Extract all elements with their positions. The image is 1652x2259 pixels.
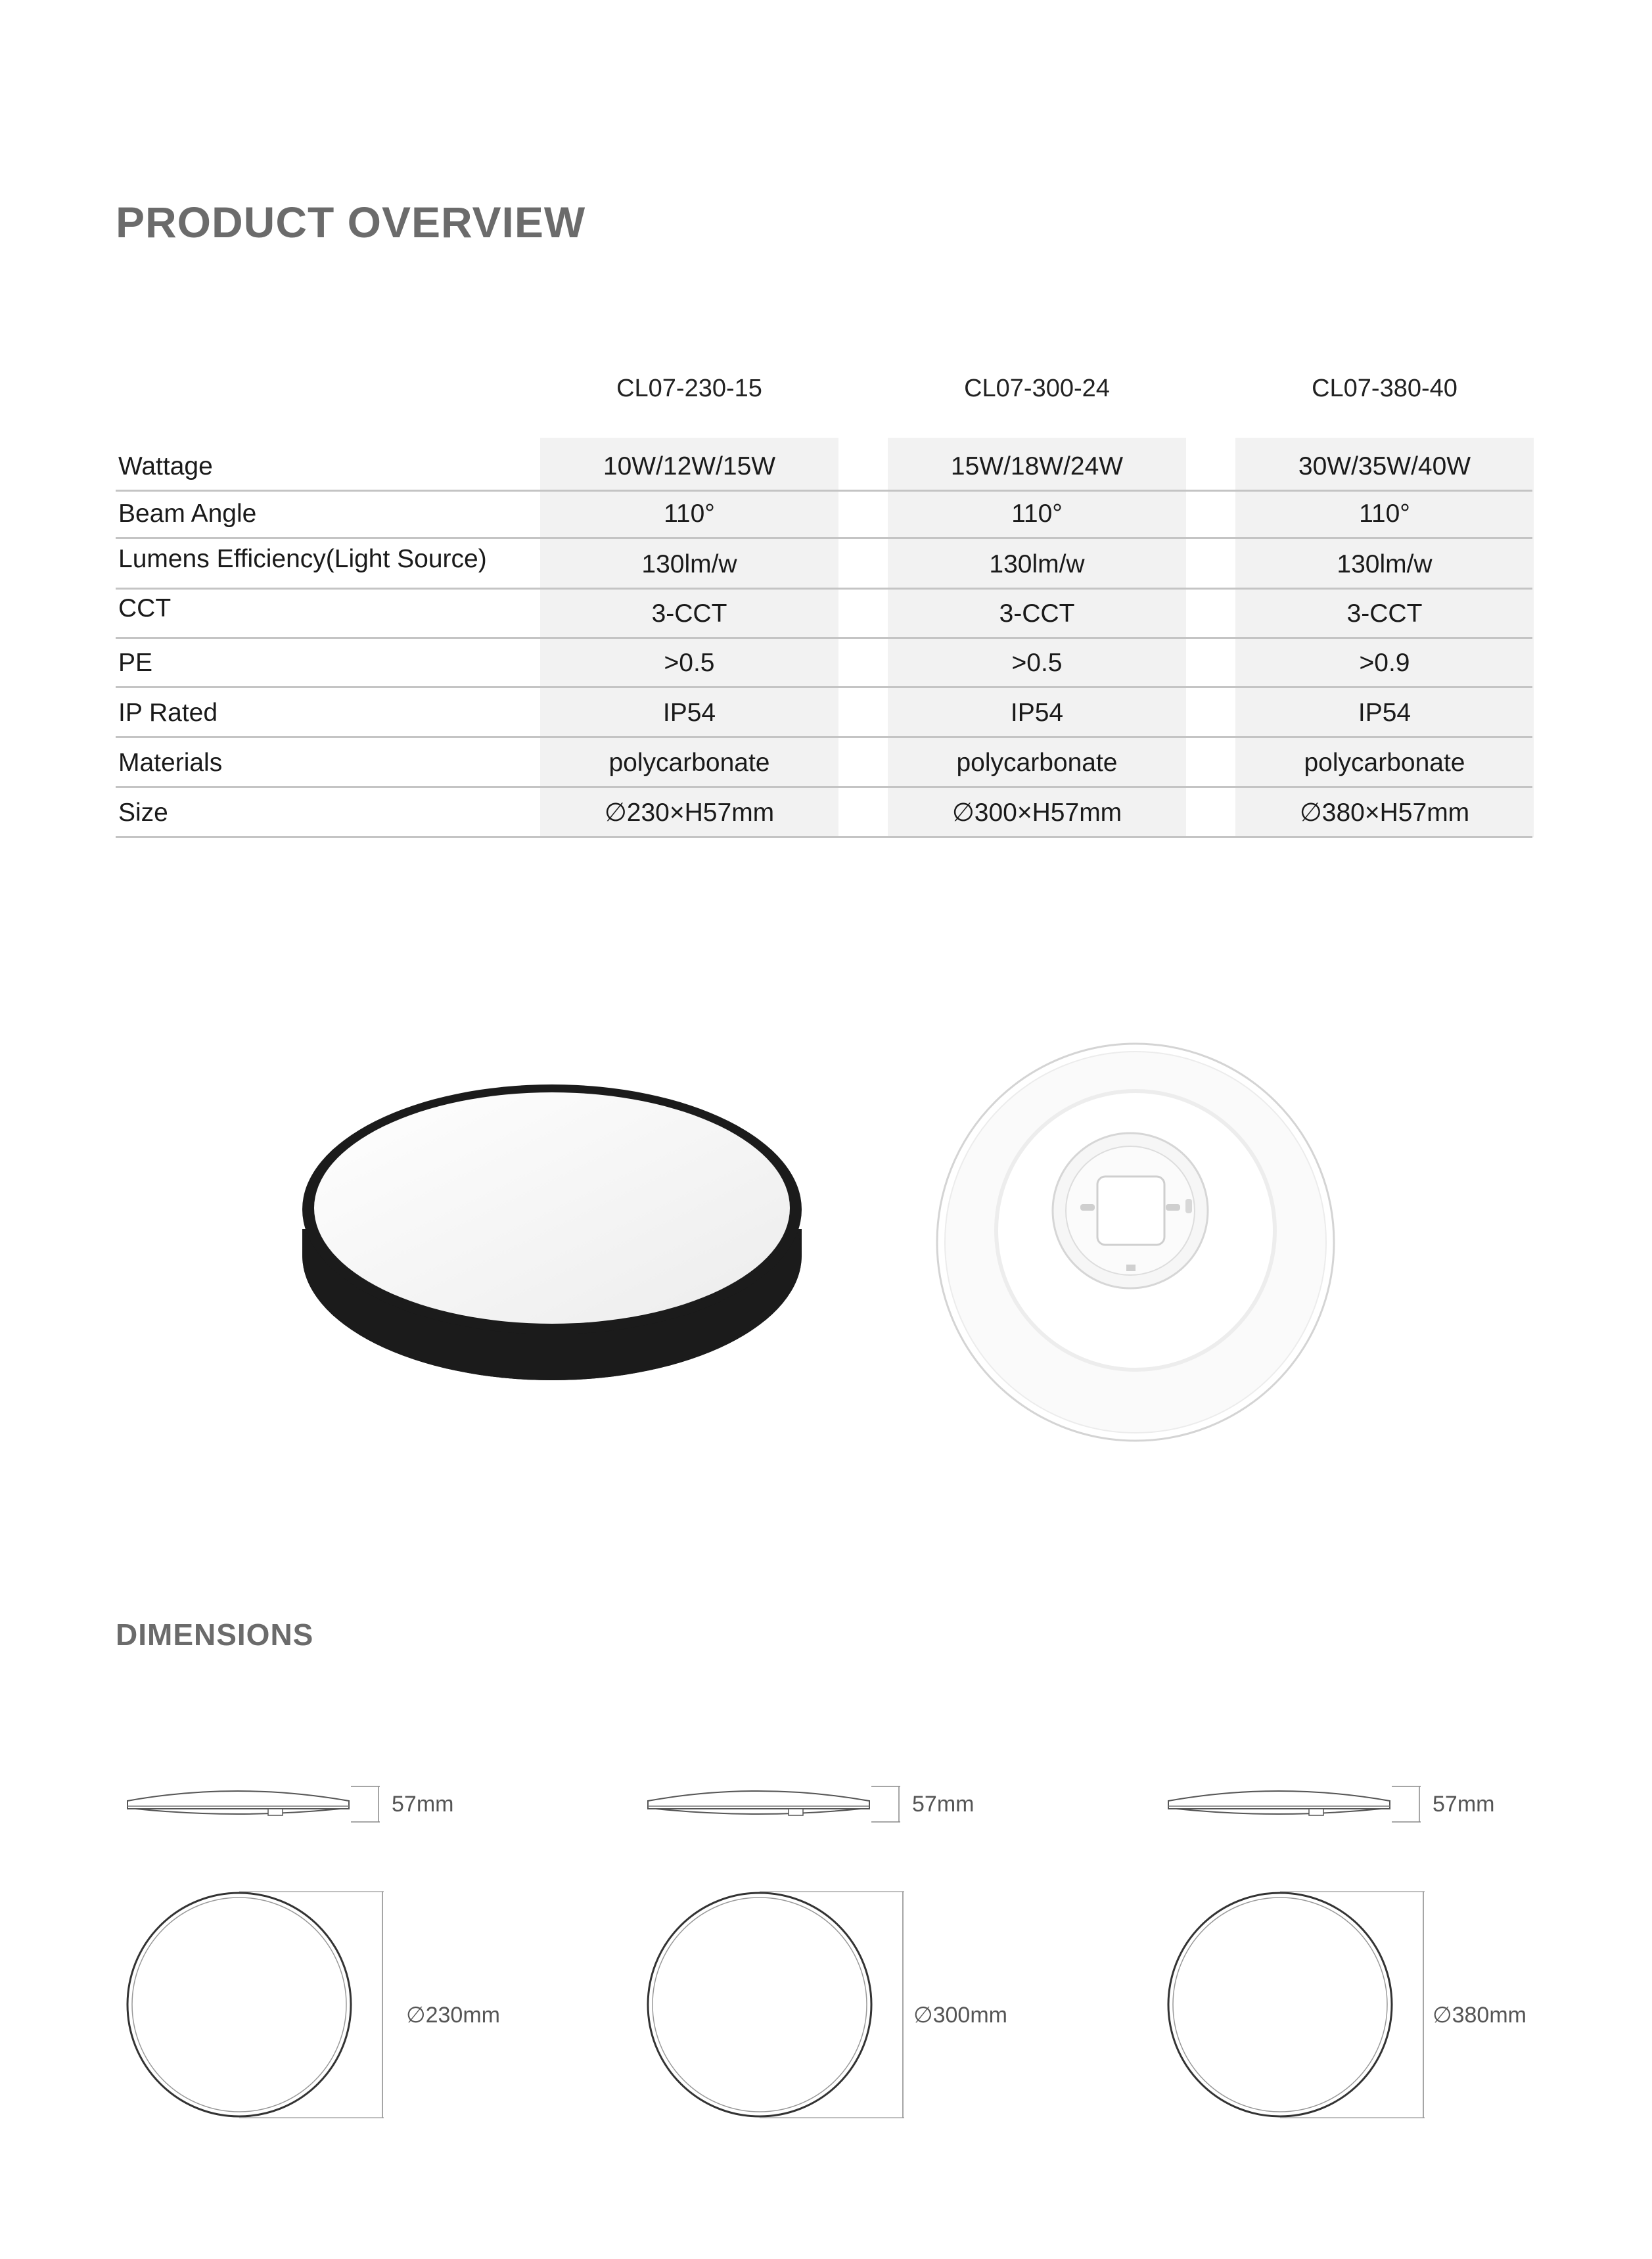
row-label: PE xyxy=(118,649,153,677)
cell: 130lm/w xyxy=(1337,550,1433,578)
row-label: Beam Angle xyxy=(118,500,257,528)
dimensions-heading: DIMENSIONS xyxy=(116,1618,314,1652)
row-label: Materials xyxy=(118,749,223,777)
fixture-diffuser xyxy=(314,1092,790,1324)
cell: >0.5 xyxy=(1011,649,1063,677)
cell: >0.5 xyxy=(664,649,715,677)
table-row-wattage xyxy=(116,444,1532,492)
column-header-cl07-300-24: CL07-300-24 xyxy=(964,375,1110,402)
cell: 130lm/w xyxy=(989,550,1085,578)
page-title: PRODUCT OVERVIEW xyxy=(116,198,586,246)
terminal-block xyxy=(1097,1176,1164,1245)
side-profile-380 xyxy=(1163,1775,1433,1827)
cell: polycarbonate xyxy=(956,749,1118,777)
cell: 130lm/w xyxy=(641,550,737,578)
table-row-ip-rated xyxy=(116,688,1532,738)
row-label: Lumens Efficiency(Light Source) xyxy=(118,545,487,573)
table-row-cct xyxy=(116,590,1532,639)
cell: 30W/35W/40W xyxy=(1298,452,1471,480)
row-label: Size xyxy=(118,799,168,827)
cell: 110° xyxy=(1011,500,1063,528)
diameter-label-300: ∅300mm xyxy=(913,2003,1007,2028)
cell: 3-CCT xyxy=(651,599,727,628)
cell: ∅300×H57mm xyxy=(952,799,1122,827)
table-row-lumens-efficiency xyxy=(116,539,1532,590)
table-row-size xyxy=(116,788,1532,838)
side-profile-230 xyxy=(122,1775,392,1827)
row-label: IP Rated xyxy=(118,699,218,727)
diameter-label-230: ∅230mm xyxy=(406,2003,500,2028)
mount-clip-left xyxy=(1080,1204,1095,1211)
cell: 110° xyxy=(1359,500,1410,528)
row-divider xyxy=(116,836,1532,838)
top-view-380 xyxy=(1163,1886,1433,2123)
cell: IP54 xyxy=(662,699,716,727)
row-label: CCT xyxy=(118,594,172,622)
table-row-materials xyxy=(116,738,1532,788)
cell: ∅380×H57mm xyxy=(1299,799,1470,827)
side-profile-300 xyxy=(643,1775,912,1827)
height-label-380: 57mm xyxy=(1433,1792,1495,1817)
mount-slot xyxy=(1185,1199,1192,1213)
cell: 15W/18W/24W xyxy=(950,452,1124,480)
row-label: Wattage xyxy=(118,452,213,480)
cell: 3-CCT xyxy=(999,599,1075,628)
cell: IP54 xyxy=(1358,699,1411,727)
column-header-cl07-380-40: CL07-380-40 xyxy=(1312,375,1457,402)
cell: 10W/12W/15W xyxy=(603,452,776,480)
cell: IP54 xyxy=(1010,699,1064,727)
column-header-cl07-230-15: CL07-230-15 xyxy=(616,375,762,402)
top-view-230 xyxy=(122,1886,392,2123)
cell: >0.9 xyxy=(1359,649,1410,677)
fixture-front-image xyxy=(289,1038,815,1380)
cell: polycarbonate xyxy=(608,749,770,777)
cell: ∅230×H57mm xyxy=(604,799,775,827)
fixture-back-image xyxy=(932,1038,1339,1446)
cell: 3-CCT xyxy=(1346,599,1423,628)
diameter-label-380: ∅380mm xyxy=(1433,2003,1526,2028)
height-label-230: 57mm xyxy=(392,1792,454,1817)
mount-clip-right xyxy=(1166,1204,1180,1211)
table-row-pe xyxy=(116,639,1532,688)
table-row-beam-angle xyxy=(116,492,1532,539)
height-label-300: 57mm xyxy=(912,1792,975,1817)
cell: 110° xyxy=(664,500,715,528)
top-view-300 xyxy=(643,1886,912,2123)
mount-tab xyxy=(1126,1265,1136,1271)
cell: polycarbonate xyxy=(1304,749,1465,777)
